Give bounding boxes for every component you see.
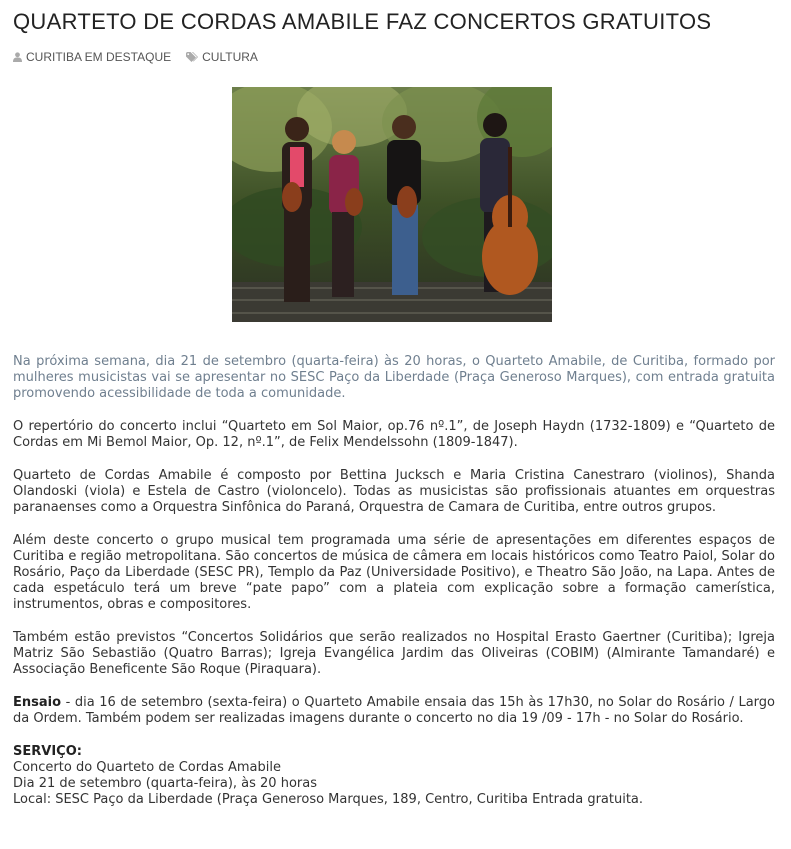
service-label: SERVIÇO:	[13, 744, 82, 759]
tag-icon	[186, 52, 198, 62]
paragraph-schedule: Além deste concerto o grupo musical tem programada uma série de apresentações em diferentes espaços de Curitiba e região metropolitana. São concertos de música de câmera em locais históricos como Teatro Paiol, Solar do Rosário, Paço da Liberdade (SESC PR), Templo da Paz (Universidade Positivo), e Theatro São João, na Lapa. Antes de cada espetáculo terá um breve “pate papo” com a plateia com explicação sobre a formação camerística, instrumentos, obras e compositores.	[13, 533, 775, 612]
paragraph-intro: Na próxima semana, dia 21 de setembro (quarta-feira) às 20 horas, o Quarteto Amabile, de Curitiba, formado por mulheres musicistas vai se apresentar no SESC Paço da Liberdade (Praça Generoso Marques), com entrada gratuita promovendo acessibilidade de toda a comunidade.	[13, 354, 775, 401]
service-line-location: Local: SESC Paço da Liberdade (Praça Generoso Marques, 189, Centro, Curitiba Entrada gratuita.	[13, 792, 644, 807]
article-title: QUARTETO DE CORDAS AMABILE FAZ CONCERTOS GRATUITOS	[13, 9, 712, 34]
author-category-label: CURITIBA EM DESTAQUE	[26, 50, 172, 64]
rehearsal-text: - dia 16 de setembro (sexta-feira) o Quarteto Amabile ensaia das 15h às 17h30, no Solar do Rosário / Largo da Ordem. Também podem ser realizadas imagens durante o concerto no dia 19 /09 - 17h - no Solar do Rosário.	[13, 695, 775, 726]
paragraph-solidarity-concerts: Também estão previstos “Concertos Solidários que serão realizados no Hospital Erasto Gaertner (Curitiba); Igreja Matriz São Sebastião (Quatro Barras); Igreja Evangélica Jardim das Oliveiras (COBIM) (Almirante Tamandaré) e Associação Beneficente São Roque (Piraquara).	[13, 630, 775, 677]
user-icon	[13, 52, 22, 62]
service-info	[13, 744, 775, 808]
category-tag-link[interactable]	[186, 50, 258, 64]
service-line-event: Concerto do Quarteto de Cordas Amabile	[13, 760, 281, 775]
paragraph-members: Quarteto de Cordas Amabile é composto por Bettina Jucksch e Maria Cristina Canestraro (violinos), Shanda Olandoski (viola) e Estela de Castro (violoncelo). Todas as musicistas são profissionais atuantes em orquestras paranaenses como a Orquestra Sinfônica do Paraná, Orquestra de Camara de Curitiba, entre outros grupos.	[13, 468, 775, 515]
rehearsal-label: Ensaio	[13, 695, 62, 710]
service-line-date: Dia 21 de setembro (quarta-feira), às 20 horas	[13, 776, 317, 791]
paragraph-repertoire: O repertório do concerto inclui “Quarteto em Sol Maior, op.76 nº.1”, de Joseph Haydn (1732-1809) e “Quarteto de Cordas em Mi Bemol Maior, Op. 12, nº.1”, de Felix Mendelssohn (1809-1847).	[13, 419, 775, 450]
author-category-link[interactable]	[13, 50, 171, 64]
article-body	[13, 354, 775, 808]
category-tag-label: CULTURA	[202, 50, 258, 64]
paragraph-rehearsal	[13, 695, 775, 727]
article-meta	[13, 50, 258, 64]
quartet-photo	[232, 87, 552, 322]
